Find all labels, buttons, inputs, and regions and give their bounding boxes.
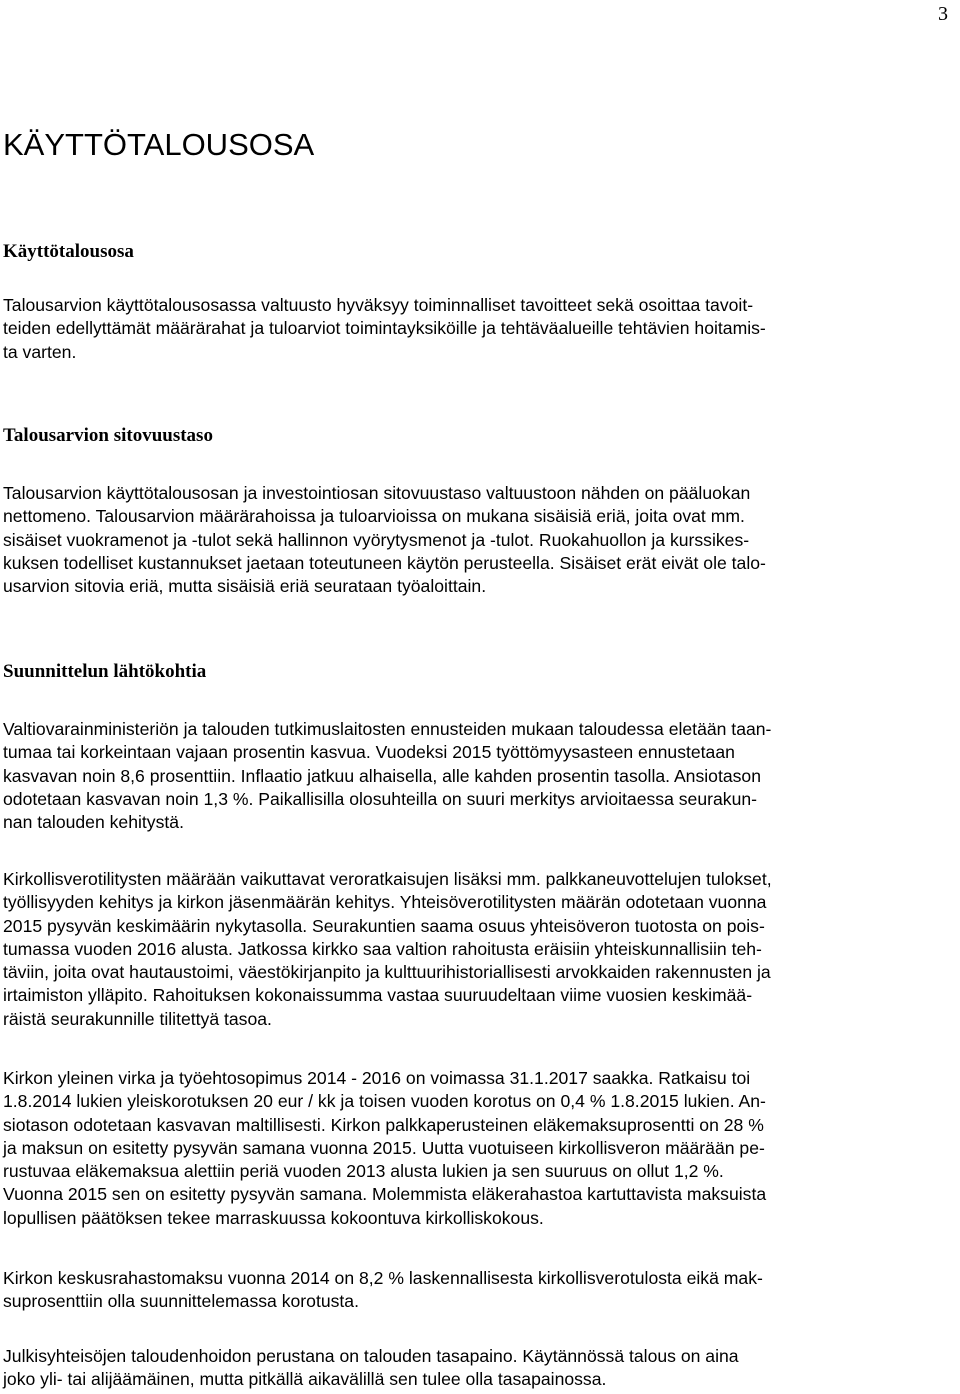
text-line: irtaimiston ylläpito. Rahoituksen kokonaissumma vastaa suuruudeltaan viime vuosien keskimää- xyxy=(3,985,753,1006)
text-line: täviin, joita ovat hautaustoimi, väestökirjanpito ja kulttuurihistoriallisesti arvokkaiden rakennusten ja xyxy=(3,962,771,983)
text-line: siotason odotetaan kasvavan maltillisesti. Kirkon palkkaperusteinen eläkemaksuprosentti on 28 % xyxy=(3,1114,764,1135)
text-line: Talousarvion käyttötalousosassa valtuusto hyväksyy toiminnalliset tavoitteet sekä osoittaa tavoit- xyxy=(3,295,754,315)
text-line: tumaa tai korkeintaan vajaan prosentin kasvua. Vuodeksi 2015 työttömyysasteen ennustetaan xyxy=(3,742,735,763)
text-line: usarvion sitovia eriä, mutta sisäisiä eriä seurataan työaloittain. xyxy=(3,576,487,597)
text-line: ja maksun on esitetty pysyvän samana vuonna 2015. Uutta vuotuiseen kirkollisveron määrään pe- xyxy=(3,1137,765,1158)
text-line: 1.8.2014 lukien yleiskorotuksen 20 eur / kk ja toisen vuoden korotus on 0,4 % 1.8.2015 lukien. An- xyxy=(3,1091,766,1112)
page-title: KÄYTTÖTALOUSOSA xyxy=(3,127,315,162)
text-line: sisäiset vuokramenot ja -tulot sekä hallinnon vyörytysmenot ja -tulot. Ruokahuollon ja kurssikes- xyxy=(3,529,750,550)
text-line: teiden edellyttämät määrärahat ja tuloarviot toimintayksiköille ja tehtäväalueille tehtävien hoitamis- xyxy=(3,318,766,339)
paragraph xyxy=(3,294,955,364)
text-line: Valtiovarainministeriön ja talouden tutkimuslaitosten ennusteiden mukaan taloudessa eletään taan- xyxy=(3,719,772,739)
text-line: joko yli- tai alijäämäinen, mutta pitkällä aikavälillä sen tulee olla tasapainossa. xyxy=(3,1369,607,1390)
text-line: nettomeno. Talousarvion määrärahoissa ja tuloarvioissa on mukana sisäisiä eriä, joita ovat mm. xyxy=(3,506,745,527)
text-line: Kirkon keskusrahastomaksu vuonna 2014 on 8,2 % laskennallisesta kirkollisverotulosta eikä mak- xyxy=(3,1268,763,1288)
text-line: tumassa vuoden 2016 alusta. Jatkossa kirkko saa valtion rahoitusta eräisiin yhteiskunnallisiin teh- xyxy=(3,938,762,959)
text-line: 2015 pysyvän keskimäärin nykytasolla. Seurakuntien saama osuus yhteisöveron tuotosta on pois- xyxy=(3,915,765,936)
text-line: ta varten. xyxy=(3,341,77,362)
section-heading: Käyttötalousosa xyxy=(3,241,134,262)
text-line: Kirkollisverotilitysten määrään vaikuttavat veroratkaisujen lisäksi mm. palkkaneuvottelujen tulokset, xyxy=(3,869,772,889)
paragraph xyxy=(3,1345,955,1392)
text-line: kuksen todelliset kustannukset jaetaan toteutuneen käytön perusteella. Sisäiset erät eivät ole talo- xyxy=(3,552,766,573)
paragraph xyxy=(3,482,955,598)
text-line: työllisyyden kehitys ja kirkon jäsenmäärän kehitys. Yhteisöverotilitysten määrän odotetaan vuonna xyxy=(3,892,767,913)
paragraph xyxy=(3,868,955,1031)
text-line: lopullisen päätöksen tekee marraskuussa kokoontuva kirkolliskokous. xyxy=(3,1207,544,1228)
text-line: rustuvaa eläkemaksua alettiin periä vuoden 2013 alusta lukien ja sen suuruus on ollut 1,2 %. xyxy=(3,1161,724,1182)
text-line: suprosenttiin olla suunnittelemassa korotusta. xyxy=(3,1291,359,1312)
text-line: odotetaan kasvavan noin 1,3 %. Paikallisilla olosuhteilla on suuri merkitys arvioitaessa seurakun- xyxy=(3,788,757,809)
text-line: Julkisyhteisöjen taloudenhoidon perustana on talouden tasapaino. Käytännössä talous on aina xyxy=(3,1346,739,1366)
paragraph xyxy=(3,1067,955,1230)
section-heading: Suunnittelun lähtökohtia xyxy=(3,661,207,682)
text-line: kasvavan noin 8,6 prosenttiin. Inflaatio jatkuu alhaisella, alle kahden prosentin tasolla. Ansiotason xyxy=(3,765,761,786)
page-number: 3 xyxy=(938,3,948,25)
text-line: Kirkon yleinen virka ja työehtosopimus 2014 - 2016 on voimassa 31.1.2017 saakka. Ratkaisu toi xyxy=(3,1068,751,1088)
text-line: Talousarvion käyttötalousosan ja investointiosan sitovuustaso valtuustoon nähden on pääluokan xyxy=(3,483,751,503)
paragraph xyxy=(3,718,955,834)
paragraph xyxy=(3,1267,955,1314)
section-heading: Talousarvion sitovuustaso xyxy=(3,425,213,446)
text-line: räistä seurakunnille tilitettyä tasoa. xyxy=(3,1008,272,1029)
text-line: Vuonna 2015 sen on esitetty pysyvän samana. Molemmista eläkerahastoa kartuttavista maksuista xyxy=(3,1184,767,1205)
text-line: nan talouden kehitystä. xyxy=(3,812,184,833)
